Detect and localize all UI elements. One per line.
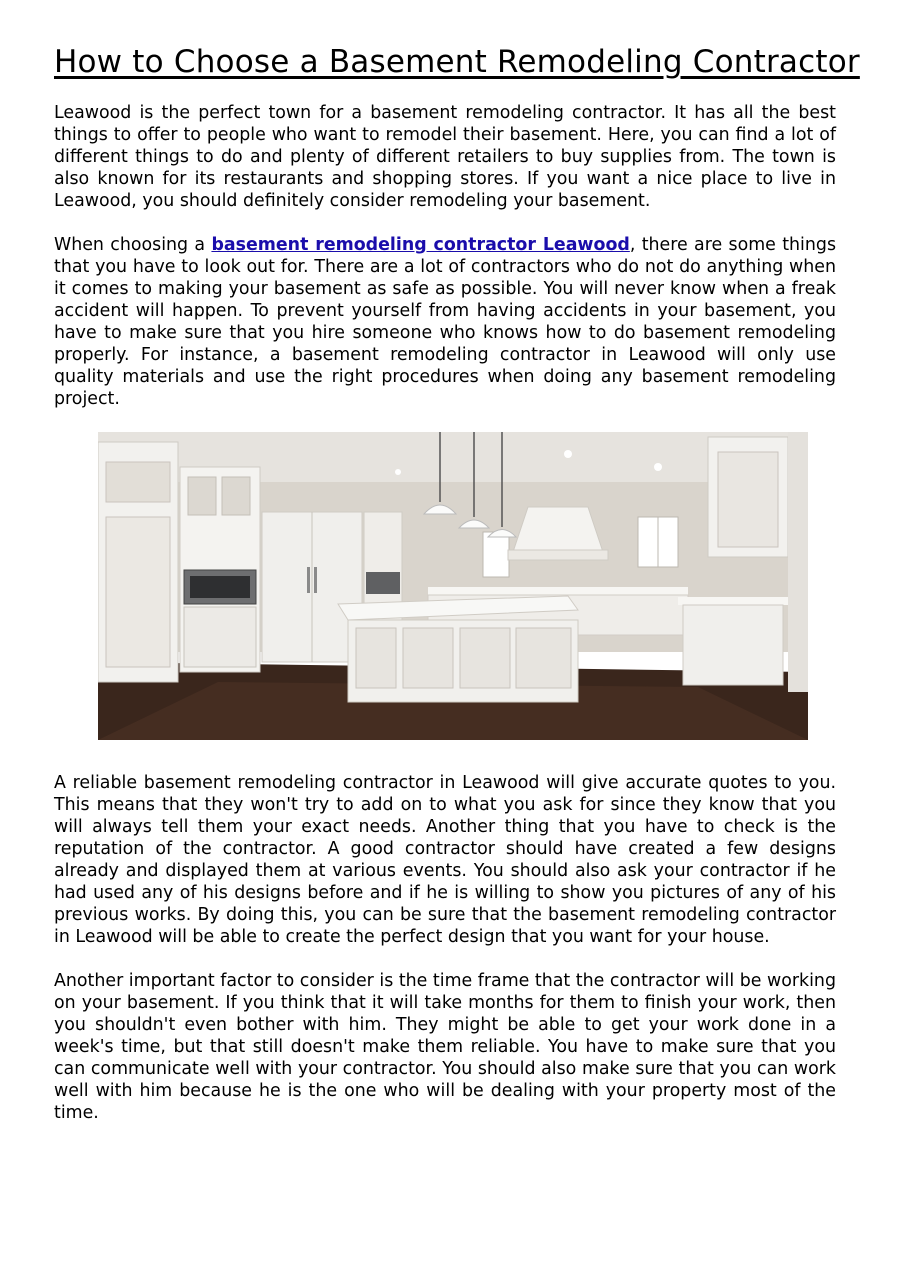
paragraph-text: , there are some things that you have to look out for. There are a lot of contractors who do not do anything when it comes to making your basement as safe as possible. You will never know when a freak accident will happen. To prevent yourself from having accidents in your basement, you have to make sure that you hire someone who knows how to do basement remodeling properly. For instance, a basement remodeling contractor in Leawood will only use quality materials and use the right procedures when doing any basement remodeling project. (54, 235, 836, 409)
kitchen-illustration (98, 432, 808, 740)
page-title: How to Choose a Basement Remodeling Contractor (54, 44, 860, 80)
kitchen-photo (98, 432, 808, 740)
contractor-link[interactable]: basement remodeling contractor Leawood (211, 235, 630, 255)
paragraph-choosing (54, 234, 836, 410)
document-page (54, 40, 860, 1146)
paragraph-quotes: A reliable basement remodeling contractor in Leawood will give accurate quotes to you. This means that they won't try to add on to what you ask for since they know that you will always tell them your exact needs. Another thing that you have to check is the reputation of the contractor. A good contractor should have created a few designs already and displayed them at various events. You should also ask your contractor if he had used any of his designs before and if he is willing to show you pictures of any of his previous works. By doing this, you can be sure that the basement remodeling contractor in Leawood will be able to create the perfect design that you want for your house. (54, 773, 836, 947)
paragraph-timeframe: Another important factor to consider is the time frame that the contractor will be working on your basement. If you think that it will take months for them to finish your work, then you shouldn't even bother with him. They might be able to get your work done in a week's time, but that still doesn't make them reliable. You have to make sure that you can communicate well with your contractor. You should also make sure that you can work well with him because he is the one who will be dealing with your property most of the time. (54, 971, 836, 1123)
paragraph-intro: Leawood is the perfect town for a basement remodeling contractor. It has all the best things to offer to people who want to remodel their basement. Here, you can find a lot of different things to do and plenty of different retailers to buy supplies from. The town is also known for its restaurants and shopping stores. If you want a nice place to live in Leawood, you should definitely consider remodeling your basement. (54, 103, 836, 211)
paragraph-text: When choosing a (54, 235, 212, 255)
